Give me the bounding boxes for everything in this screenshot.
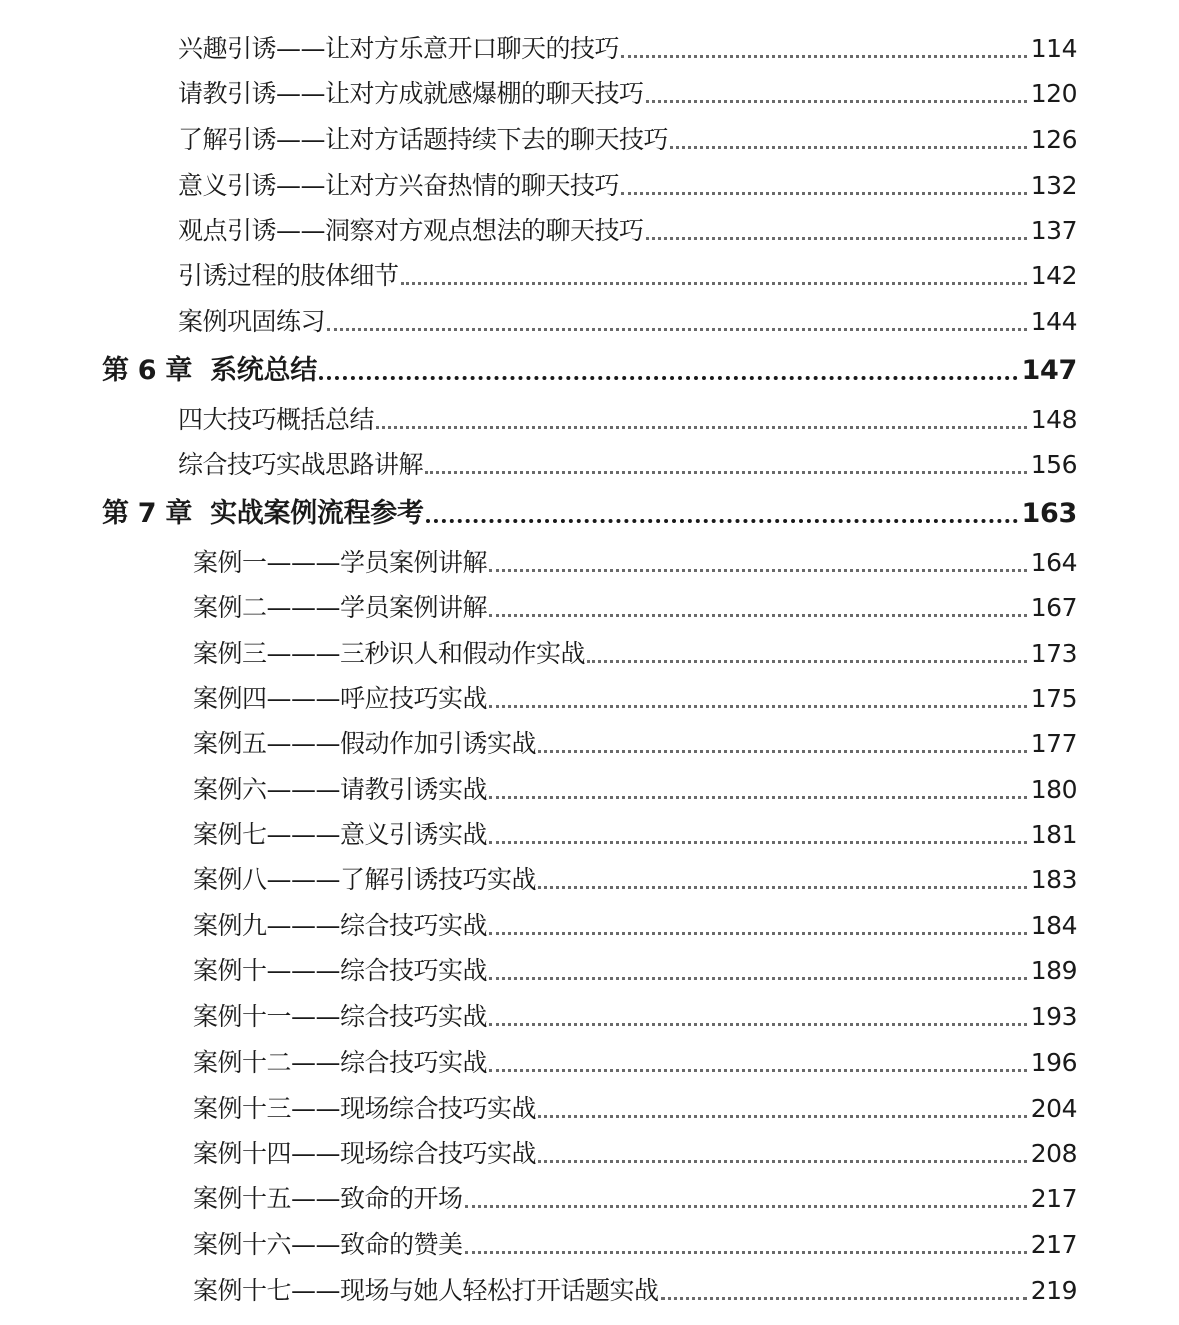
toc-case-row <box>193 679 1077 719</box>
toc-page-number: 217 <box>1030 1230 1077 1259</box>
dot-leader <box>319 376 1018 380</box>
toc-case-row <box>193 543 1077 583</box>
chapter-number: 第 7 章 <box>102 498 193 529</box>
toc-case-row <box>193 815 1077 855</box>
toc-entry-title: 案例八———了解引诱技巧实战 <box>193 865 537 894</box>
toc-case-row <box>193 1043 1077 1083</box>
toc-row <box>178 302 1077 342</box>
toc-entry-title: 案例十五——致命的开场 <box>193 1184 463 1213</box>
toc-row <box>178 400 1077 440</box>
toc-case-row <box>193 1225 1077 1265</box>
toc-page-number: 120 <box>1030 79 1077 108</box>
toc-case-row <box>193 906 1077 946</box>
toc-page-number: 180 <box>1030 775 1077 804</box>
toc-entry-title: 案例三———三秒识人和假动作实战 <box>193 639 586 668</box>
toc-entry-title: 案例十二——综合技巧实战 <box>193 1048 488 1077</box>
toc-entry-title: 意义引诱——让对方兴奋热情的聊天技巧 <box>178 171 620 200</box>
dot-leader <box>327 328 1027 331</box>
toc-page-number: 137 <box>1030 216 1077 245</box>
toc-page-number: 147 <box>1021 355 1077 386</box>
toc-page-number: 132 <box>1030 171 1077 200</box>
toc-page-number: 114 <box>1030 34 1077 63</box>
dot-leader <box>489 796 1027 799</box>
dot-leader <box>670 146 1027 149</box>
toc-entry-title: 案例十———综合技巧实战 <box>193 956 488 985</box>
dot-leader <box>425 471 1027 474</box>
dot-leader <box>489 705 1027 708</box>
toc-row <box>178 445 1077 485</box>
toc-page-number: 184 <box>1030 911 1077 940</box>
chapter-title: 系统总结 <box>210 355 317 386</box>
toc-row <box>178 166 1077 206</box>
dot-leader <box>538 750 1027 753</box>
toc-page-number: 189 <box>1030 956 1077 985</box>
toc-entry-title: 案例十三——现场综合技巧实战 <box>193 1094 537 1123</box>
dot-leader <box>465 1205 1027 1208</box>
toc-page-number: 173 <box>1030 639 1077 668</box>
dot-leader <box>489 977 1027 980</box>
toc-entry-title: 案例九———综合技巧实战 <box>193 911 488 940</box>
dot-leader <box>426 519 1018 523</box>
toc-row <box>178 29 1077 69</box>
toc-case-row <box>193 1134 1077 1174</box>
dot-leader <box>538 886 1027 889</box>
toc-row <box>178 256 1077 296</box>
toc-entry-title: 了解引诱——让对方话题持续下去的聊天技巧 <box>178 125 669 154</box>
toc-case-row <box>193 724 1077 764</box>
dot-leader <box>401 282 1027 285</box>
dot-leader <box>621 192 1027 195</box>
toc-row <box>178 211 1077 251</box>
dot-leader <box>587 660 1027 663</box>
toc-page-number: 175 <box>1030 684 1077 713</box>
dot-leader <box>646 100 1027 103</box>
toc-case-row <box>193 997 1077 1037</box>
toc-page-number: 126 <box>1030 125 1077 154</box>
toc-entry-title: 案例十六——致命的赞美 <box>193 1230 463 1259</box>
dot-leader <box>621 55 1027 58</box>
toc-page-number: 208 <box>1030 1139 1077 1168</box>
toc-entry-title: 引诱过程的肢体细节 <box>178 261 399 290</box>
toc-row <box>178 120 1077 160</box>
toc-page-number: 196 <box>1030 1048 1077 1077</box>
toc-entry-title: 案例巩固练习 <box>178 307 326 336</box>
dot-leader <box>489 1069 1027 1072</box>
toc-entry-title: 请教引诱——让对方成就感爆棚的聊天技巧 <box>178 79 644 108</box>
dot-leader <box>646 237 1027 240</box>
toc-entry-title: 综合技巧实战思路讲解 <box>178 450 424 479</box>
toc-entry-title: 观点引诱——洞察对方观点想法的聊天技巧 <box>178 216 644 245</box>
toc-page-number: 183 <box>1030 865 1077 894</box>
toc-case-row <box>193 588 1077 628</box>
toc-page-number: 204 <box>1030 1094 1077 1123</box>
dot-leader <box>489 932 1027 935</box>
toc-page-number: 167 <box>1030 593 1077 622</box>
toc-page-number: 217 <box>1030 1184 1077 1213</box>
toc-entry-title: 案例六———请教引诱实战 <box>193 775 488 804</box>
toc-page-number: 193 <box>1030 1002 1077 1031</box>
toc-row <box>178 74 1077 114</box>
toc-page-number: 181 <box>1030 820 1077 849</box>
toc-entry-title: 四大技巧概括总结 <box>178 405 375 434</box>
toc-case-row <box>193 1179 1077 1219</box>
chapter-number: 第 6 章 <box>102 355 193 386</box>
toc-entry-title: 兴趣引诱——让对方乐意开口聊天的技巧 <box>178 34 620 63</box>
toc-case-row <box>193 860 1077 900</box>
dot-leader <box>489 569 1027 572</box>
chapter-title: 实战案例流程参考 <box>210 498 424 529</box>
toc-page-number: 148 <box>1030 405 1077 434</box>
toc-entry-title: 案例十七——现场与她人轻松打开话题实战 <box>193 1276 659 1305</box>
toc-entry-title: 案例十一——综合技巧实战 <box>193 1002 488 1031</box>
toc-case-row <box>193 1271 1077 1311</box>
toc-entry-title: 案例十四——现场综合技巧实战 <box>193 1139 537 1168</box>
toc-case-row <box>193 951 1077 991</box>
toc-page-number: 142 <box>1030 261 1077 290</box>
toc-case-row <box>193 770 1077 810</box>
dot-leader <box>661 1297 1027 1300</box>
toc-page-number: 156 <box>1030 450 1077 479</box>
toc-chapter-row <box>102 494 1077 534</box>
toc-page-number: 177 <box>1030 729 1077 758</box>
toc-chapter-row <box>102 351 1077 391</box>
toc-case-row <box>193 634 1077 674</box>
toc-page-number: 219 <box>1030 1276 1077 1305</box>
toc-entry-title: 案例五———假动作加引诱实战 <box>193 729 537 758</box>
dot-leader <box>489 841 1027 844</box>
dot-leader <box>465 1251 1027 1254</box>
toc-page-number: 163 <box>1021 498 1077 529</box>
toc-entry-title: 案例七———意义引诱实战 <box>193 820 488 849</box>
dot-leader <box>376 426 1027 429</box>
toc-case-row <box>193 1089 1077 1129</box>
toc-page-number: 164 <box>1030 548 1077 577</box>
dot-leader <box>489 1023 1027 1026</box>
toc-entry-title: 案例二———学员案例讲解 <box>193 593 488 622</box>
dot-leader <box>538 1115 1027 1118</box>
dot-leader <box>489 614 1027 617</box>
toc-entry-title: 案例一———学员案例讲解 <box>193 548 488 577</box>
toc-entry-title: 案例四———呼应技巧实战 <box>193 684 488 713</box>
toc-page-number: 144 <box>1030 307 1077 336</box>
dot-leader <box>538 1160 1027 1163</box>
